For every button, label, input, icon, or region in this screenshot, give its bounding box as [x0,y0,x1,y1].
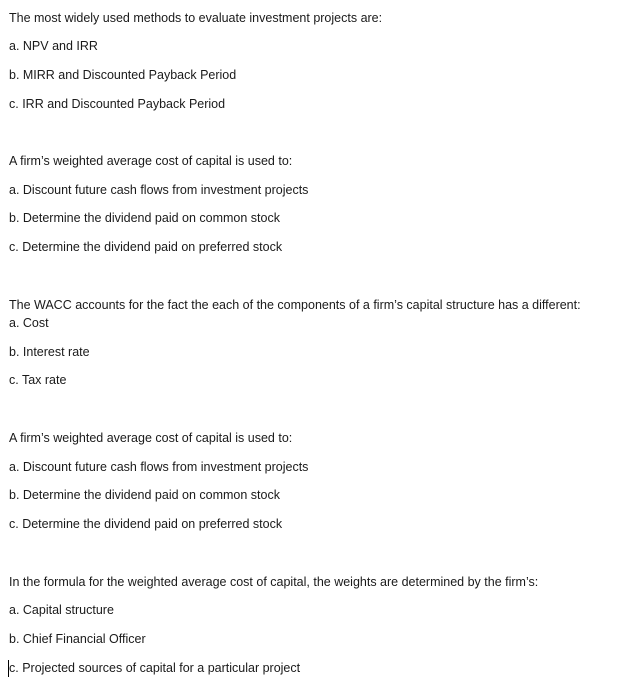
question-1-option-a: a. NPV and IRR [9,39,98,53]
question-3-option-a: a. Cost [9,316,49,330]
question-2-option-b: b. Determine the dividend paid on common stock [9,211,280,225]
question-1-option-b: b. MIRR and Discounted Payback Period [9,68,237,82]
text-cursor [8,660,9,677]
question-5-prompt: In the formula for the weighted average cost of capital, the weights are determined by the firm’s: [9,575,539,589]
question-4-option-a: a. Discount future cash flows from investment projects [9,460,309,474]
question-1-prompt: The most widely used methods to evaluate investment projects are: [9,11,383,25]
question-4-prompt: A firm’s weighted average cost of capital is used to: [9,431,293,445]
question-4-option-c: c. Determine the dividend paid on preferred stock [9,517,283,531]
question-4-option-b: b. Determine the dividend paid on common stock [9,488,280,502]
question-2-prompt: A firm’s weighted average cost of capital is used to: [9,154,293,168]
question-2-option-c: c. Determine the dividend paid on preferred stock [9,240,283,254]
question-3-option-b: b. Interest rate [9,345,90,359]
question-3-option-c: c. Tax rate [9,373,67,387]
question-5-option-b: b. Chief Financial Officer [9,632,146,646]
question-3-prompt: The WACC accounts for the fact the each of the components of a firm’s capital structure has a different: [9,298,581,312]
question-5-option-c: c. Projected sources of capital for a particular project [9,661,301,675]
question-5-option-a: a. Capital structure [9,603,114,617]
question-2-option-a: a. Discount future cash flows from investment projects [9,183,309,197]
question-1-option-c: c. IRR and Discounted Payback Period [9,97,226,111]
